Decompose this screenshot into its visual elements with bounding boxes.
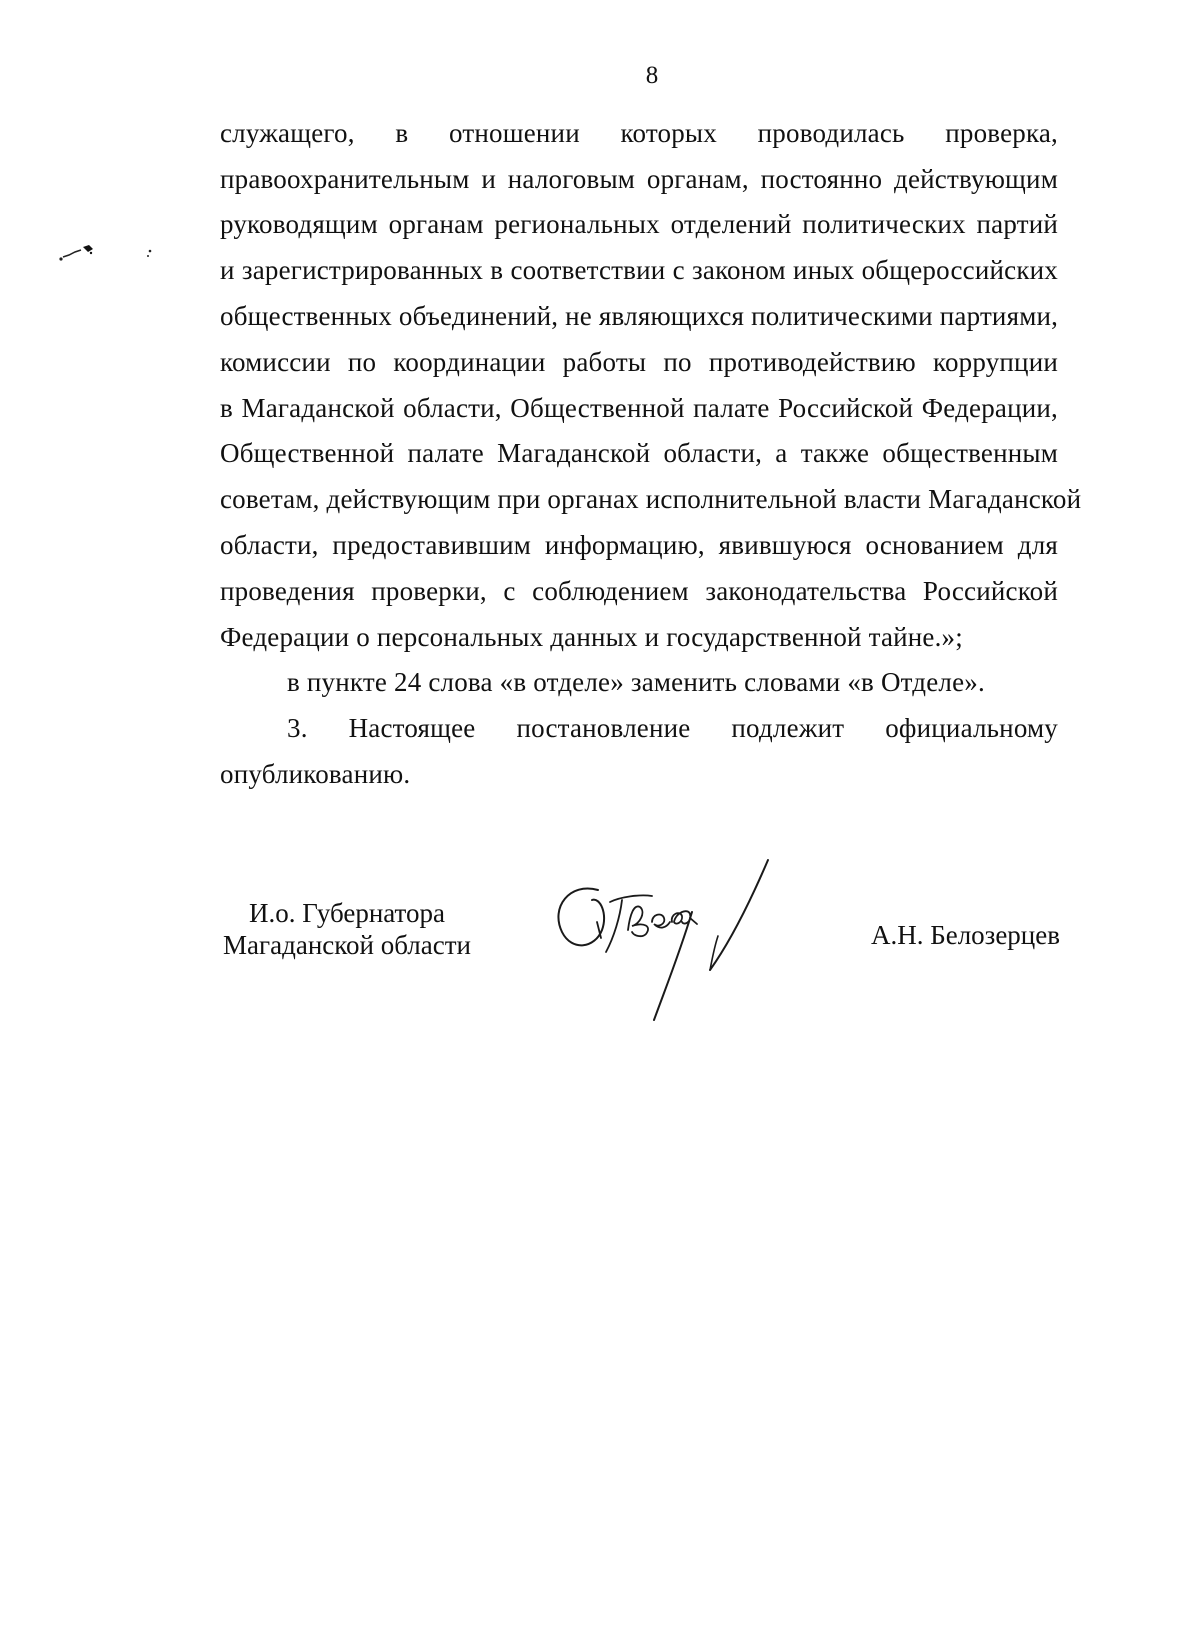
signatory-name: А.Н. Белозерцев bbox=[870, 920, 1060, 950]
paragraph-line: Общественной палате Магаданской области, а также общественным bbox=[220, 438, 1058, 468]
signatory-position-line: И.о. Губернатора bbox=[248, 898, 445, 928]
paragraph-line: общественных объединений, не являющихся политическими партиями, bbox=[220, 301, 1059, 331]
signatory-position bbox=[222, 897, 472, 961]
paragraph-line: проведения проверки, с соблюдением законодательства Российской bbox=[220, 576, 1058, 606]
paragraph-line: области, предоставившим информацию, явившуюся основанием для bbox=[220, 530, 1058, 560]
page-number: 8 bbox=[645, 62, 659, 89]
signatory-position-line: Магаданской области bbox=[223, 930, 471, 960]
paragraph-line: в Магаданской области, Общественной палате Российской Федерации, bbox=[220, 393, 1058, 423]
paragraph-line: служащего, в отношении которых проводилась проверка, bbox=[220, 118, 1058, 148]
paragraph-line: Федерации о персональных данных и государственной тайне.»; bbox=[220, 622, 963, 652]
item-24-text: в пункте 24 слова «в отделе» заменить словами «в Отделе». bbox=[287, 667, 985, 697]
item-3-text-continuation: опубликованию. bbox=[220, 759, 411, 789]
paragraph-line: и зарегистрированных в соответствии с законом иных общероссийских bbox=[220, 255, 1058, 285]
scan-artifact bbox=[55, 235, 175, 275]
paragraph-line: комиссии по координации работы по противодействию коррупции bbox=[220, 347, 1058, 377]
item-3-text: 3. Настоящее постановление подлежит официальному bbox=[287, 713, 1058, 743]
handwritten-signature bbox=[540, 852, 790, 1032]
paragraph-line: руководящим органам региональных отделений политических партий bbox=[220, 209, 1058, 239]
paragraph-line: правоохранительным и налоговым органам, постоянно действующим bbox=[220, 164, 1058, 194]
paragraph-line: советам, действующим при органах исполнительной власти Магаданской bbox=[220, 484, 1082, 514]
